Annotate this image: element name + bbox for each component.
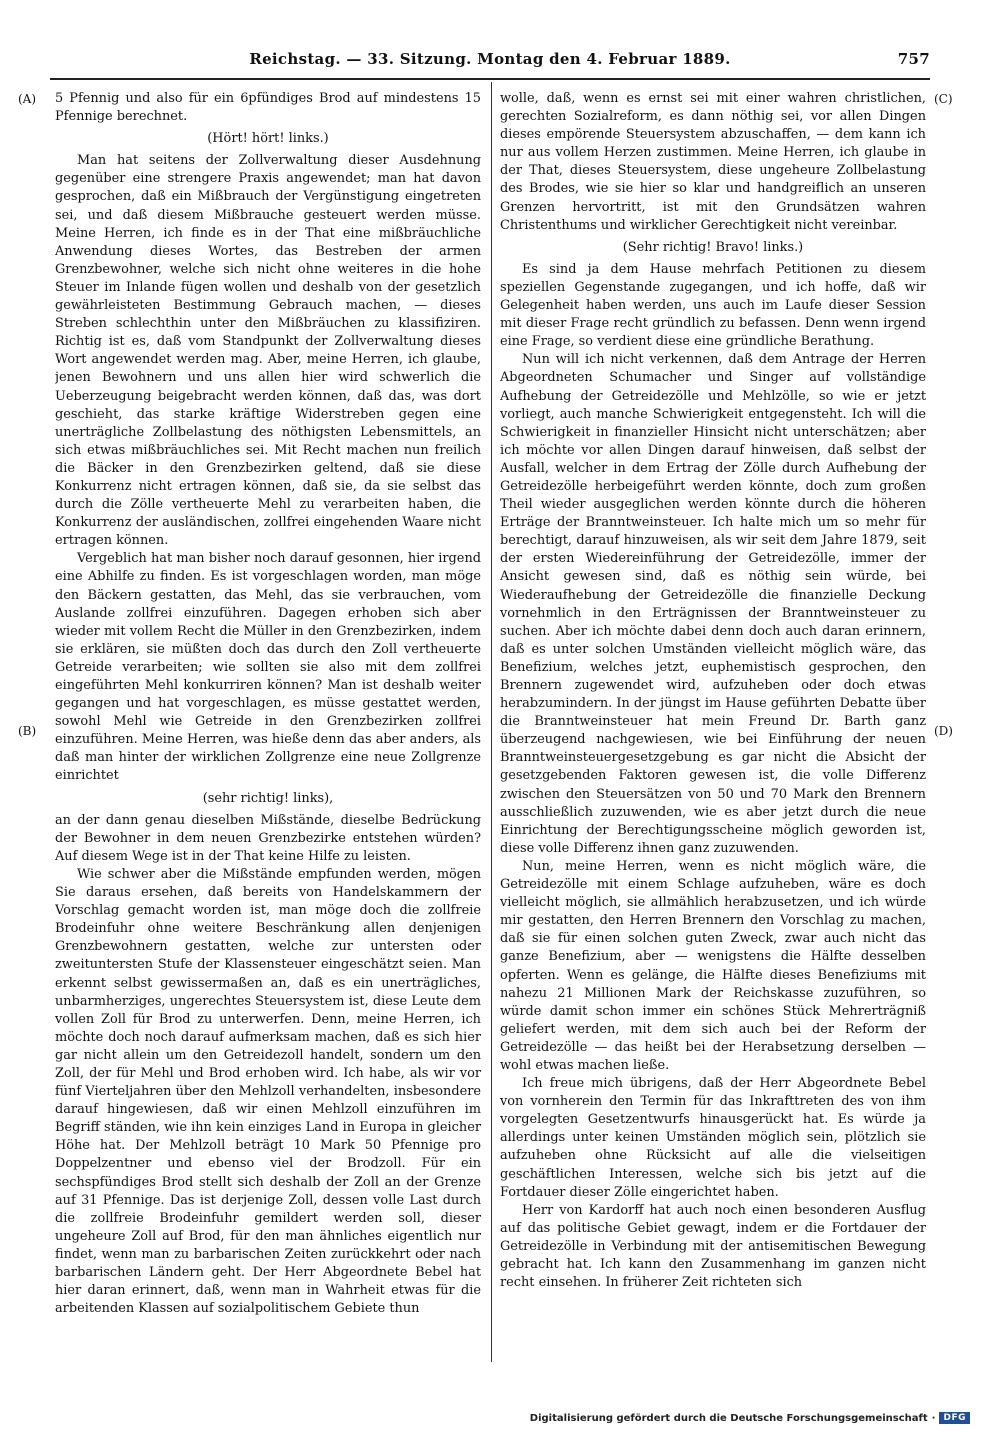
left-column	[55, 90, 481, 1358]
paragraph: Nun, meine Herren, wenn es nicht möglich wäre, die Getreidezölle mit einem Schlage aufzuheben, wäre es doch vielleicht möglich, sie allmählich herabzusetzen, und ich würde mir gestatten, den Herren Brennern den Vorschlag zu machen, daß sie für einen solchen guten Zweck, zwar auch nicht das ganze Benefizium, aber — wenigstens die Hälfte desselben opferten. Wenn es gelänge, die Hälfte dieses Benefiziums mit nahezu 21 Millionen Mark der Reichskasse zuzuführen, so würde damit schon immer ein schönes Stück Mehrerträgniß geliefert werden, mit dem sich auch bei der Reform der Getreidezölle — das heißt bei der Herabsetzung derselben — wohl etwas machen ließe.	[500, 858, 926, 1073]
interjection: (sehr richtig! links),	[202, 790, 334, 806]
paragraph: Nun will ich nicht verkennen, daß dem Antrage der Herren Abgeordneten Schumacher und Singer auf vollständige Aufhebung der Getreidezölle und Mehlzölle, so wie er jetzt vorliegt, auch manche Schwierigkeit entgegensteht. Ich will die Schwierigkeit in finanzieller Hinsicht nicht unterschätzen; aber ich möchte vor allen Dingen darauf hinweisen, daß selbst der Ausfall, welcher in dem Ertrag der Zölle durch Aufhebung der Getreidezölle herbeigeführt werden könnte, doch zum großen Theil wieder ausgeglichen werden könnte durch die höheren Erträge der Branntweinsteuer. Ich halte mich um so mehr für berechtigt, darauf hinzuweisen, als wir seit dem Jahre 1879, seit der ersten Wiedereinführung der Getreidezölle, immer der Ansicht gewesen sind, daß es nöthig sein würde, bei Wiederaufhebung der Getreidezölle die finanzielle Deckung vornehmlich in den Erträgnissen der Branntweinsteuer zu suchen. Aber ich möchte dabei denn doch auch daran erinnern, daß es unter solchen Umständen vielleicht möglich wäre, das Benefizium, welches jetzt, euphemistisch gesprochen, den Brennern zugewendet wird, aufzuheben oder doch etwas herabzumindern. In der jüngst im Hause geführten Debatte über die Branntweinsteuer hat mein Freund Dr. Barth ganz überzeugend nachgewiesen, wie bei Einführung der neuen Branntweinsteuergesetzgebung es gar nicht die Absicht der gesetzgebenden Faktoren gewesen ist, die volle Differenz zwischen den Steuersätzen von 50 und 70 Mark den Brennern ausschließlich zuzuwenden, wie es aber jetzt durch die neue Einrichtung der Berechtigungsscheine möglich geworden ist, diese volle Differenz ihnen ganz zuzuwenden.	[500, 352, 926, 856]
dfg-logo: DFG	[939, 1412, 970, 1424]
credit-text: Digitalisierung gefördert durch die Deutsche Forschungsgemeinschaft	[529, 1412, 928, 1424]
right-column	[500, 90, 926, 1358]
paragraph: an der dann genau dieselben Mißstände, dieselbe Bedrückung der Bewohner in dem neuen Grenzbezirke entstehen würden? Auf diesem Wege ist in der That keine Hilfe zu leisten.	[55, 812, 481, 864]
header-rule	[50, 78, 930, 80]
paragraph: Wie schwer aber die Mißstände empfunden werden, mögen Sie daraus ersehen, daß bereits von Handelskammern der Vorschlag gemacht worden ist, man möge doch die zollfreie Brodeinfuhr ohne weitere Beschränkung allen denjenigen Grenzbewohnern gestatten, welche zur untersten oder zweituntersten Stufe der Klassensteuer eingeschätzt seien. Man erkennt selbst gewissermaßen an, daß es ein unerträgliches, unbarmherziges, ungerechtes Steuersystem ist, diese Leute dem vollen Zoll für Brod zu unterwerfen. Denn, meine Herren, ich möchte doch noch darauf aufmerksam machen, daß es sich hier gar nicht allein um den Getreidezoll handelt, sondern um den Zoll, der für Mehl und Brod erhoben wird. Ich habe, als wir vor fünf Vierteljahren über den Mehlzoll verhandelten, insbesondere darauf hingewiesen, daß wir einen Mehlzoll einzuführen im Begriff ständen, wie ihn kein einziges Land in Europa in gleicher Höhe hat. Der Mehlzoll beträgt 10 Mark 50 Pfennige pro Doppelzentner und ebenso viel der Brodzoll. Für ein sechspfündiges Brod stellt sich deshalb der Zoll an der Grenze auf 31 Pfennige. Das ist derjenige Zoll, dessen volle Last durch die zollfreie Brodeinfuhr gemildert werden soll, dieser ungeheure Zoll auf Brod, für den man ähnliches eigentlich nur findet, wenn man zu barbarischen Zeiten zurückkehrt oder nach barbarischen Ländern geht. Der Herr Abgeordnete Bebel hat hier daran erinnert, daß, wenn man in Wahrheit etwas für die arbeitenden Klassen auf sozialpolitischem Gebiete thun	[55, 866, 481, 1317]
paragraph: 5 Pfennig und also für ein 6pfündiges Brod auf mindestens 15 Pfennige berechnet.	[55, 91, 481, 125]
running-title: Reichstag. — 33. Sitzung. Montag den 4. Februar 1889.	[249, 50, 731, 68]
paragraph: Vergeblich hat man bisher noch darauf gesonnen, hier irgend eine Abhilfe zu finden. Es ist vorgeschlagen worden, man möge den Bäckern gestatten, das Mehl, das sie verbrauchen, vom Auslande zollfrei einzuführen. Dagegen erhoben sich aber wieder mit vollem Recht die Müller in den Grenzbezirken, indem sie erklären, sie müßten doch das durch den Zoll vertheuerte Getreide verarbeiten; wie sollten sie also mit dem zollfrei eingeführten Mehl konkurriren können? Man ist deshalb weiter gegangen und hat vorgeschlagen, es müsse gestattet werden, sowohl Mehl wie Getreide in den Grenzbezirken zollfrei einzuführen. Meine Herren, was hieße denn das aber anders, als daß man hinter der wirklichen Zollgrenze eine neue Zollgrenze einrichtet	[55, 551, 481, 784]
margin-marker-a: (A)	[18, 92, 37, 106]
column-divider	[491, 82, 492, 1362]
running-header	[50, 50, 930, 72]
paragraph: Man hat seitens der Zollverwaltung dieser Ausdehnung gegenüber eine strengere Praxis angewendet; man hat davon gesprochen, daß ein Mißbrauch der Vergünstigung eingetreten sei, und daß diesem Mißbrauche gesteuert werden müsse. Meine Herren, ich finde es in der That eine mißbräuchliche Anwendung dieses Wortes, das Bestreben der armen Grenzbewohner, welche sich nicht ohne weiteres in die hohe Steuer im Inlande fügen wollen und deshalb von der gesetzlich gewährleisteten Bestimmung Gebrauch machen, — dieses Streben schlechthin unter den Mißbräuchen zu klassifiziren. Richtig ist es, daß vom Standpunkt der Zollverwaltung dieses Wort angewendet werden mag. Aber, meine Herren, ich glaube, jenen Bewohnern und uns allen hier wird schwerlich die Ueberzeugung beigebracht werden können, daß das, was dort geschieht, das starke kräftige Widerstreben gegen eine unerträgliche Zollbelastung des nöthigsten Lebensmittels, an sich etwas mißbräuchliches sei. Mit Recht machen nun freilich die Bäcker in den Grenzbezirken geltend, daß sie diese Konkurrenz nicht ertragen können, daß sie, da sie selbst das durch die Zölle vertheuerte Mehl zu verarbeiten haben, die Konkurrenz der ausländischen, zollfrei eingehenden Waare nicht ertragen können.	[55, 153, 481, 549]
paragraph: Herr von Kardorff hat auch noch einen besonderen Ausflug auf das politische Gebiet gewagt, indem er die Fortdauer der Getreidezölle in Verbindung mit der antisemitischen Bewegung gebracht hat. Ich kann den Zusammenhang im ganzen nicht recht einsehen. In früherer Zeit richteten sich	[500, 1202, 926, 1291]
paragraph: Es sind ja dem Hause mehrfach Petitionen zu diesem speziellen Gegenstande zugegangen, und ich hoffe, daß wir Gelegenheit haben werden, uns auch im Laufe dieser Session mit dieser Frage recht gründlich zu befassen. Denn wenn irgend eine Frage, so verdient diese eine gründliche Berathung.	[500, 261, 926, 350]
interjection: (Sehr richtig! Bravo! links.)	[622, 239, 804, 255]
paragraph: Ich freue mich übrigens, daß der Herr Abgeordnete Bebel von vornherein den Termin für das Inkrafttreten des von ihm vorgelegten Gesetzentwurfs hinausgerückt hat. Es würde ja allerdings unter keinen Umständen möglich sein, plötzlich sie aufzuheben ohne Rücksicht auf alle die vielseitigen geschäftlichen Interessen, welche sich bis jetzt auf die Fortdauer dieser Zölle eingerichtet haben.	[500, 1076, 926, 1200]
interjection: (Hört! hört! links.)	[207, 131, 329, 147]
margin-marker-c: (C)	[934, 92, 953, 106]
margin-marker-b: (B)	[18, 724, 37, 738]
margin-marker-d: (D)	[934, 724, 953, 738]
paragraph: wolle, daß, wenn es ernst sei mit einer wahren christlichen, gerechten Sozialreform, es dann nöthig sei, vor allen Dingen dieses empörende Steuersystem abzuschaffen, — dem kann ich nur aus vollem Herzen zustimmen. Meine Herren, ich glaube in der That, dieses Steuersystem, diese ungeheure Zollbelastung des Brodes, wie sie hier so klar und handgreiflich an unseren Grenzen hervortritt, ist mit den Grundsätzen wahren Christenthums und wirklicher Gerechtigkeit nicht vereinbar.	[500, 91, 926, 233]
digitization-credit: Digitalisierung gefördert durch die Deutsche Forschungsgemeinschaft · DFG	[530, 1410, 970, 1426]
page-number: 757	[897, 50, 930, 68]
